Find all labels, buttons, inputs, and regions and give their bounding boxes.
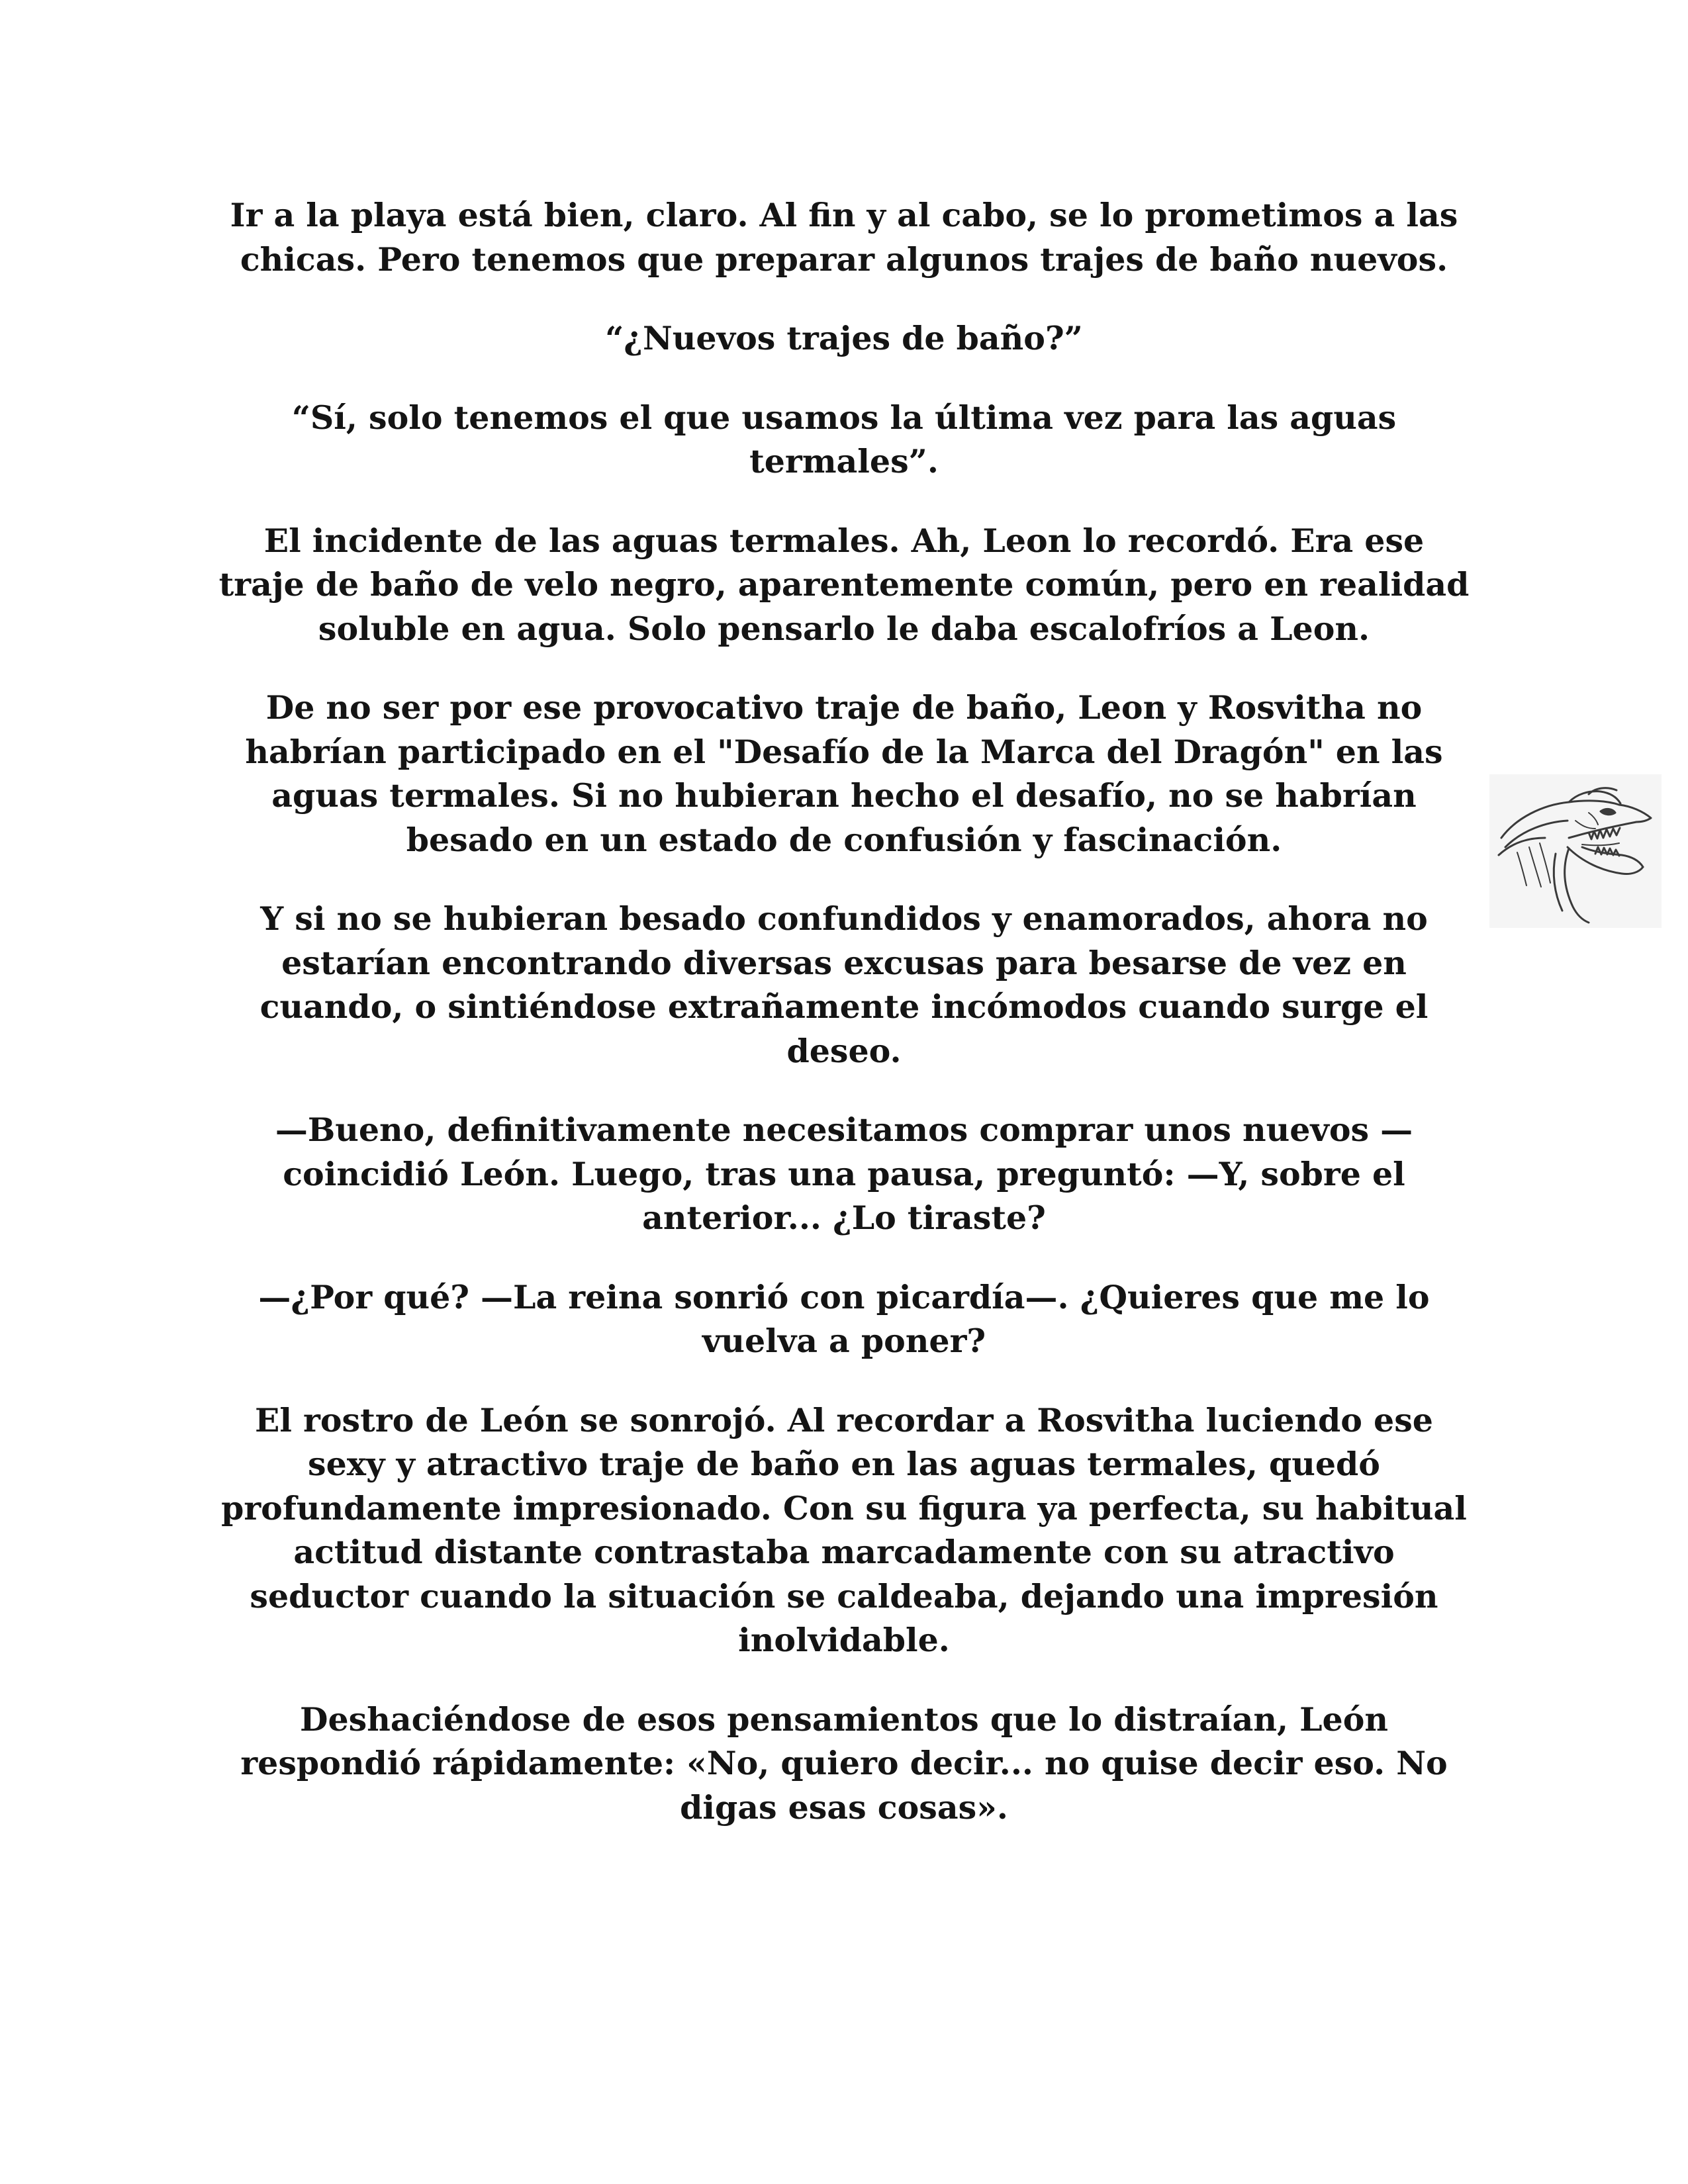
paragraph-5: De no ser por ese provocativo traje de baño, Leon y Rosvitha no habrían participado en el "Desafío de la Marca del Dragón" en las aguas termales. Si no hubieran hecho el desafío, no se habrían besado en un estado de confusión y fascinación.: [245, 688, 1443, 859]
paragraph-6: Y si no se hubieran besado confundidos y enamorados, ahora no estarían encontrando diversas excusas para besarse de vez en cuando, o sintiéndose extrañamente incómodos cuando surge el deseo.: [259, 899, 1429, 1070]
paragraph-4: El incidente de las aguas termales. Ah, Leon lo recordó. Era ese traje de baño de velo negro, aparentemente común, pero en realidad soluble en agua. Solo pensarlo le daba escalofríos a Leon.: [218, 521, 1470, 648]
dragon-head-icon: [1489, 774, 1662, 928]
paragraph-7: —Bueno, definitivamente necesitamos comprar unos nuevos — coincidió León. Luego, tras una pausa, preguntó: —Y, sobre el anterior... ¿Lo tiraste?: [275, 1111, 1413, 1237]
paragraph-1: Ir a la playa está bien, claro. Al fin y al cabo, se lo prometimos a las chicas. Pero tenemos que preparar algunos trajes de baño nuevos.: [230, 196, 1458, 279]
paragraph-3: “Sí, solo tenemos el que usamos la última vez para las aguas termales”.: [291, 398, 1397, 480]
paragraph-9: El rostro de León se sonrojó. Al recordar a Rosvitha luciendo ese sexy y atractivo traje de baño en las aguas termales, quedó profundamente impresionado. Con su figura ya perfecta, su habitual actitud distante contrastaba marcadamente con su atractivo seductor cuando la situación se caldeaba, dejando una impresión inolvidable.: [221, 1400, 1467, 1659]
body-text: [218, 193, 1470, 1864]
paragraph-8: —¿Por qué? —La reina sonrió con picardía—. ¿Quieres que me lo vuelva a poner?: [258, 1277, 1430, 1360]
paragraph-10: Deshaciéndose de esos pensamientos que lo distraían, León respondió rápidamente: «No, quiero decir... no quise decir eso. No digas esas cosas».: [240, 1700, 1448, 1827]
paragraph-2: “¿Nuevos trajes de baño?”: [605, 319, 1083, 357]
